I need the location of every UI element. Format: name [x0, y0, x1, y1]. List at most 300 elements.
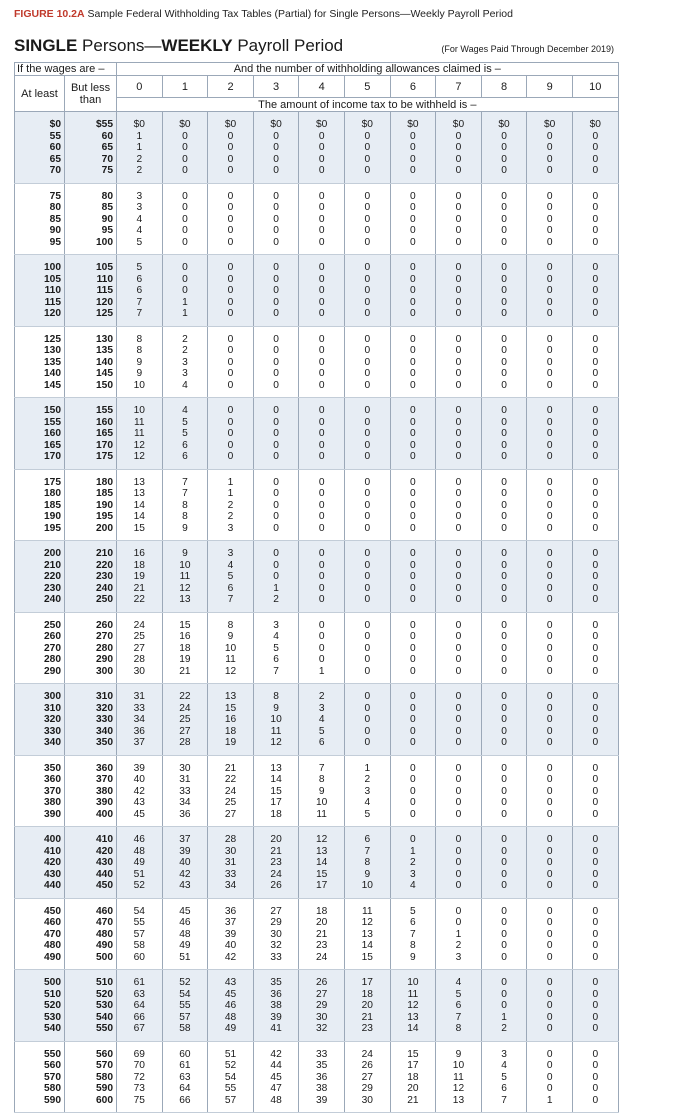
table-cell-value: 270 — [44, 642, 61, 654]
table-cell-value: 8 — [410, 940, 416, 951]
table-cell-value: 13 — [224, 691, 237, 702]
table-cell-value: 0 — [273, 236, 279, 248]
table-cell-value: 0 — [546, 857, 553, 868]
table-cell-value: 0 — [227, 451, 234, 462]
table-cell-value: 0 — [546, 1060, 553, 1071]
table-cell-value: 0 — [592, 213, 599, 225]
table-cell-value: 0 — [501, 499, 507, 511]
table-cell-value: 60 — [133, 951, 145, 963]
table-cell-value: 0 — [546, 548, 553, 559]
table-cell-value: 2 — [273, 594, 279, 605]
table-cell-value: 30 — [224, 845, 237, 857]
table-cell-value: 0 — [318, 631, 325, 642]
at-least-header: At least — [15, 76, 65, 112]
table-cell-value: 0 — [592, 845, 599, 857]
table-cell-value: $0 — [133, 119, 145, 130]
table-cell-value: 330 — [44, 725, 61, 737]
table-cell-value: 250 — [44, 619, 61, 631]
table-cell-value: 0 — [410, 571, 416, 582]
table-cell-value: 9 — [455, 1048, 462, 1060]
table-cell-value: 21 — [407, 1094, 419, 1106]
table-cell-value: 155 — [96, 405, 114, 416]
table-cell-value: 320 — [96, 702, 114, 714]
table-cell-value: 9 — [410, 951, 416, 963]
table-cell-value: 310 — [96, 691, 114, 702]
table-cell-value: 1 — [410, 845, 416, 857]
table-cell-value: 0 — [592, 236, 599, 248]
table-cell-value: 0 — [501, 379, 507, 391]
table-cell-value: 4 — [501, 1060, 507, 1071]
table-cell-value: 0 — [455, 130, 462, 142]
table-cell-value: 0 — [455, 345, 462, 356]
figure-label: FIGURE 10.2A — [14, 8, 85, 20]
table-cell-value: 0 — [227, 273, 234, 285]
table-cell-value: 0 — [501, 785, 507, 797]
table-cell-value: 0 — [410, 642, 416, 654]
table-cell-value: 33 — [179, 785, 191, 797]
table-cell-value: 0 — [318, 654, 325, 665]
table-cell-value: 5 — [318, 725, 325, 737]
table-cell-value: 35 — [270, 977, 282, 988]
table-cell-value: 13 — [133, 476, 145, 488]
table-cell-value: 0 — [501, 488, 507, 499]
table-cell-value: 6 — [273, 654, 279, 665]
table-cell-value: 0 — [546, 594, 553, 605]
table-cell-value: 6 — [136, 285, 143, 296]
table-cell-value: 0 — [546, 977, 553, 988]
table-cell-value: 0 — [501, 522, 507, 534]
table-cell-value: 42 — [179, 868, 191, 880]
tax-cell — [208, 612, 254, 684]
table-cell-value: 0 — [501, 905, 507, 917]
table-cell-value: 0 — [318, 559, 325, 571]
table-cell-value: 0 — [592, 142, 599, 153]
table-cell-value: 3 — [227, 522, 234, 534]
allowance-4: 4 — [299, 76, 345, 98]
table-cell-value: 460 — [44, 917, 61, 928]
table-cell-value: 8 — [364, 857, 371, 868]
table-cell-value: 350 — [44, 762, 61, 774]
table-cell-value: 0 — [546, 428, 553, 439]
table-cell-value: 0 — [501, 762, 507, 774]
at-least-cell — [15, 326, 65, 398]
tax-cell — [117, 970, 163, 1042]
tax-cell — [253, 612, 299, 684]
table-cell-value: 0 — [410, 308, 416, 319]
table-cell-value: 520 — [96, 988, 114, 1000]
table-cell-value: 11 — [179, 571, 191, 582]
table-cell-value: 55 — [49, 130, 61, 142]
tax-cell — [436, 398, 482, 470]
table-cell-value: 40 — [224, 940, 237, 951]
table-cell-value: 0 — [592, 917, 599, 928]
table-cell-value: 39 — [179, 845, 191, 857]
table-cell-value: 200 — [96, 522, 114, 534]
table-cell-value: 135 — [96, 345, 114, 356]
tax-cell — [436, 755, 482, 827]
table-cell-value: 0 — [455, 451, 462, 462]
table-cell-value: 590 — [96, 1083, 114, 1094]
table-cell-value: 530 — [96, 1000, 114, 1011]
tax-cell — [162, 898, 208, 970]
table-cell-value: 54 — [224, 1071, 237, 1083]
table-cell-value: 0 — [455, 476, 462, 488]
table-cell-value: 36 — [270, 988, 282, 1000]
table-cell-value: 0 — [546, 1083, 553, 1094]
table-cell-value: 0 — [182, 225, 188, 236]
table-cell-value: 195 — [96, 511, 114, 522]
table-cell-value: 13 — [179, 594, 191, 605]
table-cell-value: 0 — [273, 202, 279, 213]
tax-cell — [253, 1041, 299, 1113]
table-cell-value: 0 — [455, 868, 462, 880]
table-cell-value: 37 — [179, 834, 191, 845]
tax-cell — [390, 255, 436, 327]
table-cell-value: 0 — [455, 236, 462, 248]
table-cell-value: 0 — [592, 225, 599, 236]
table-cell-value: 240 — [96, 582, 114, 594]
table-cell-value: 27 — [270, 905, 282, 917]
tax-cell — [208, 541, 254, 613]
tax-cell — [572, 827, 618, 899]
at-least-cell — [15, 398, 65, 470]
table-cell-value: 0 — [501, 774, 507, 785]
table-cell-value: 0 — [364, 356, 371, 368]
table-cell-value: 0 — [455, 857, 462, 868]
tax-cell — [436, 183, 482, 255]
title-weekly: WEEKLY — [161, 36, 233, 55]
table-cell-value: 0 — [364, 202, 371, 213]
table-cell-value: 0 — [318, 511, 325, 522]
table-cell-value: 45 — [270, 1071, 282, 1083]
table-cell-value: 0 — [182, 190, 188, 202]
table-cell-value: 0 — [546, 236, 553, 248]
table-cell-value: 0 — [592, 1048, 599, 1060]
table-cell-value: 0 — [546, 582, 553, 594]
table-cell-value: 0 — [410, 273, 416, 285]
tax-cell — [390, 541, 436, 613]
but-less-cell — [65, 827, 117, 899]
table-row — [15, 255, 619, 327]
table-cell-value: 0 — [592, 262, 599, 273]
table-cell-value: 0 — [410, 725, 416, 737]
table-cell-value: 0 — [501, 416, 507, 428]
table-cell-value: 0 — [592, 905, 599, 917]
tax-cell — [253, 970, 299, 1042]
tax-cell — [527, 612, 573, 684]
table-cell-value: 0 — [546, 451, 553, 462]
table-cell-value: 51 — [179, 951, 191, 963]
table-cell-value: 7 — [136, 308, 143, 319]
table-cell-value: 0 — [410, 190, 416, 202]
table-cell-value: 0 — [227, 153, 234, 165]
table-cell-value: 0 — [546, 1071, 553, 1083]
table-cell-value: 0 — [546, 654, 553, 665]
table-cell-value: 24 — [133, 619, 145, 631]
table-cell-value: 0 — [501, 1000, 507, 1011]
table-cell-value: 0 — [364, 368, 371, 379]
tax-cell — [117, 898, 163, 970]
tax-cell — [436, 970, 482, 1042]
table-cell-value: 0 — [227, 202, 234, 213]
table-cell-value: 61 — [133, 977, 145, 988]
table-cell-value: 0 — [273, 368, 279, 379]
allowance-6: 6 — [390, 76, 436, 98]
tax-cell — [299, 827, 345, 899]
table-cell-value: 0 — [410, 236, 416, 248]
table-cell-value: 0 — [455, 165, 462, 176]
table-cell-value: 0 — [546, 499, 553, 511]
table-cell-value: 0 — [501, 940, 507, 951]
table-cell-value: 45 — [224, 988, 237, 1000]
tax-cell — [253, 398, 299, 470]
table-cell-value: 1 — [136, 130, 143, 142]
table-cell-value: 0 — [273, 511, 279, 522]
table-cell-value: 0 — [182, 130, 188, 142]
table-cell-value: 34 — [179, 797, 191, 808]
wage-note: (For Wages Paid Through December 2019) — [441, 44, 614, 54]
table-cell-value: 0 — [546, 142, 553, 153]
table-cell-value: $0 — [452, 119, 465, 130]
table-cell-value: 9 — [364, 868, 371, 880]
table-cell-value: 7 — [136, 296, 143, 308]
table-cell-value: 0 — [501, 548, 507, 559]
table-cell-value: 5 — [182, 416, 188, 428]
table-cell-value: 32 — [316, 1023, 328, 1034]
table-cell-value: 0 — [546, 702, 553, 714]
table-cell-value: 9 — [182, 548, 188, 559]
table-cell-value: 3 — [410, 868, 416, 880]
table-cell-value: 12 — [361, 917, 373, 928]
table-cell-value: 330 — [96, 714, 114, 725]
table-cell-value: 61 — [179, 1060, 191, 1071]
table-cell-value: 0 — [455, 439, 462, 451]
table-cell-value: 0 — [501, 917, 507, 928]
table-cell-value: 0 — [364, 379, 371, 391]
table-cell-value: 130 — [44, 345, 61, 356]
table-cell-value: 0 — [501, 308, 507, 319]
table-cell-value: 46 — [179, 917, 191, 928]
table-cell-value: 0 — [501, 368, 507, 379]
table-cell-value: 560 — [44, 1060, 61, 1071]
table-cell-value: 420 — [96, 845, 114, 857]
tax-cell — [208, 970, 254, 1042]
table-cell-value: 0 — [501, 654, 507, 665]
table-cell-value: 0 — [410, 797, 416, 808]
table-cell-value: 0 — [227, 333, 234, 345]
table-cell-value: 0 — [501, 356, 507, 368]
table-cell-value: 0 — [410, 333, 416, 345]
tax-cell — [390, 898, 436, 970]
table-cell-value: 0 — [546, 511, 553, 522]
tax-cell — [572, 684, 618, 756]
table-cell-value: 0 — [364, 548, 371, 559]
table-cell-value: 290 — [44, 665, 61, 677]
table-cell-value: 120 — [96, 296, 114, 308]
table-cell-value: 480 — [96, 928, 114, 940]
table-cell-value: 0 — [501, 880, 507, 891]
table-cell-value: 540 — [96, 1011, 114, 1023]
table-cell-value: 1 — [136, 142, 143, 153]
table-cell-value: 0 — [227, 368, 234, 379]
table-cell-value: 0 — [410, 619, 416, 631]
table-cell-value: 34 — [133, 714, 145, 725]
tax-cell — [117, 541, 163, 613]
at-least-cell — [15, 255, 65, 327]
table-cell-value: 0 — [410, 654, 416, 665]
table-cell-value: 5 — [182, 428, 188, 439]
table-cell-value: 550 — [44, 1048, 61, 1060]
table-cell-value: 0 — [592, 774, 599, 785]
table-cell-value: 150 — [44, 405, 61, 416]
table-cell-value: 0 — [592, 405, 599, 416]
table-cell-value: 0 — [592, 285, 599, 296]
table-cell-value: 0 — [318, 619, 325, 631]
table-cell-value: 0 — [546, 845, 553, 857]
table-cell-value: 470 — [96, 917, 114, 928]
table-cell-value: 0 — [455, 917, 462, 928]
table-cell-value: 10 — [133, 405, 145, 416]
table-cell-value: 3 — [227, 548, 234, 559]
table-cell-value: $0 — [407, 119, 419, 130]
table-cell-value: 0 — [364, 594, 371, 605]
at-least-cell — [15, 970, 65, 1042]
table-cell-value: 43 — [133, 797, 145, 808]
table-cell-value: 0 — [364, 737, 371, 748]
table-cell-value: 42 — [270, 1048, 282, 1060]
table-cell-value: 0 — [318, 225, 325, 236]
table-cell-value: 7 — [501, 1094, 507, 1106]
table-cell-value: 150 — [96, 379, 114, 391]
table-cell-value: 0 — [501, 345, 507, 356]
table-cell-value: 40 — [133, 774, 145, 785]
table-cell-value: 0 — [501, 714, 507, 725]
table-cell-value: 300 — [44, 691, 61, 702]
table-cell-value: 0 — [455, 631, 462, 642]
tax-cell — [481, 684, 527, 756]
table-cell-value: 115 — [44, 296, 61, 308]
table-cell-value: 380 — [96, 785, 114, 797]
table-cell-value: 48 — [270, 1094, 282, 1106]
table-cell-value: 10 — [316, 797, 328, 808]
table-cell-value: 0 — [318, 379, 325, 391]
at-least-cell — [15, 112, 65, 184]
tax-cell — [527, 541, 573, 613]
table-cell-value: 0 — [592, 808, 599, 820]
table-cell-value: 0 — [364, 559, 371, 571]
table-cell-value: 7 — [318, 762, 325, 774]
table-cell-value: 480 — [44, 940, 61, 951]
table-cell-value: 15 — [361, 951, 373, 963]
table-cell-value: 3 — [136, 202, 143, 213]
table-cell-value: 0 — [501, 702, 507, 714]
table-cell-value: 510 — [96, 977, 114, 988]
tax-cell — [527, 469, 573, 541]
table-cell-value: 31 — [133, 691, 145, 702]
table-cell-value: 0 — [227, 439, 234, 451]
withholding-table — [14, 62, 619, 1113]
tax-cell — [253, 541, 299, 613]
allowance-9: 9 — [527, 76, 573, 98]
table-cell-value: 0 — [318, 368, 325, 379]
tax-cell — [117, 112, 163, 184]
table-cell-value: 18 — [133, 559, 145, 571]
table-cell-value: 0 — [546, 416, 553, 428]
table-cell-value: 0 — [318, 296, 325, 308]
table-cell-value: 33 — [270, 951, 282, 963]
table-cell-value: 0 — [273, 213, 279, 225]
table-cell-value: 73 — [133, 1083, 145, 1094]
table-cell-value: 0 — [592, 428, 599, 439]
table-cell-value: 5 — [410, 905, 416, 917]
table-cell-value: 49 — [224, 1023, 237, 1034]
table-cell-value: 0 — [182, 285, 188, 296]
table-cell-value: 0 — [318, 285, 325, 296]
table-cell-value: 0 — [592, 665, 599, 677]
table-cell-value: 360 — [96, 762, 114, 774]
table-cell-value: 0 — [410, 488, 416, 499]
table-cell-value: 17 — [270, 797, 282, 808]
table-cell-value: 490 — [44, 951, 61, 963]
table-cell-value: 0 — [455, 559, 462, 571]
table-cell-value: 180 — [44, 488, 61, 499]
tax-cell — [253, 469, 299, 541]
but-less-cell — [65, 898, 117, 970]
tax-cell — [527, 112, 573, 184]
table-cell-value: 3 — [273, 619, 279, 631]
table-cell-value: 0 — [546, 559, 553, 571]
table-cell-value: 17 — [407, 1060, 419, 1071]
table-cell-value: 6 — [182, 451, 188, 462]
table-cell-value: 0 — [592, 642, 599, 654]
table-cell-value: 15 — [407, 1048, 419, 1060]
table-row — [15, 112, 619, 184]
table-cell-value: 28 — [179, 737, 191, 748]
table-cell-value: 0 — [592, 368, 599, 379]
table-cell-value: 0 — [455, 594, 462, 605]
table-cell-value: 0 — [364, 654, 371, 665]
tax-cell — [436, 898, 482, 970]
tax-cell — [390, 755, 436, 827]
table-cell-value: 230 — [44, 582, 61, 594]
tax-cell — [436, 827, 482, 899]
table-cell-value: 340 — [44, 737, 61, 748]
table-cell-value: 69 — [133, 1048, 145, 1060]
table-cell-value: 0 — [546, 190, 553, 202]
table-cell-value: 0 — [273, 190, 279, 202]
table-cell-value: 0 — [182, 262, 188, 273]
table-cell-value: 0 — [592, 548, 599, 559]
table-cell-value: 0 — [227, 296, 234, 308]
table-cell-value: 0 — [364, 582, 371, 594]
table-cell-value: 95 — [49, 236, 61, 248]
table-cell-value: 0 — [546, 439, 553, 451]
but-less-cell — [65, 612, 117, 684]
table-cell-value: 0 — [592, 296, 599, 308]
but-less-cell — [65, 755, 117, 827]
table-cell-value: 0 — [501, 988, 507, 1000]
table-cell-value: 0 — [455, 808, 462, 820]
table-cell-value: 0 — [592, 977, 599, 988]
table-cell-value: 0 — [227, 225, 234, 236]
tax-cell — [527, 326, 573, 398]
table-cell-value: 38 — [316, 1083, 328, 1094]
table-cell-value: 370 — [96, 774, 114, 785]
table-cell-value: 0 — [501, 165, 507, 176]
table-cell-value: 0 — [501, 202, 507, 213]
table-cell-value: 0 — [364, 571, 371, 582]
table-cell-value: 0 — [592, 559, 599, 571]
